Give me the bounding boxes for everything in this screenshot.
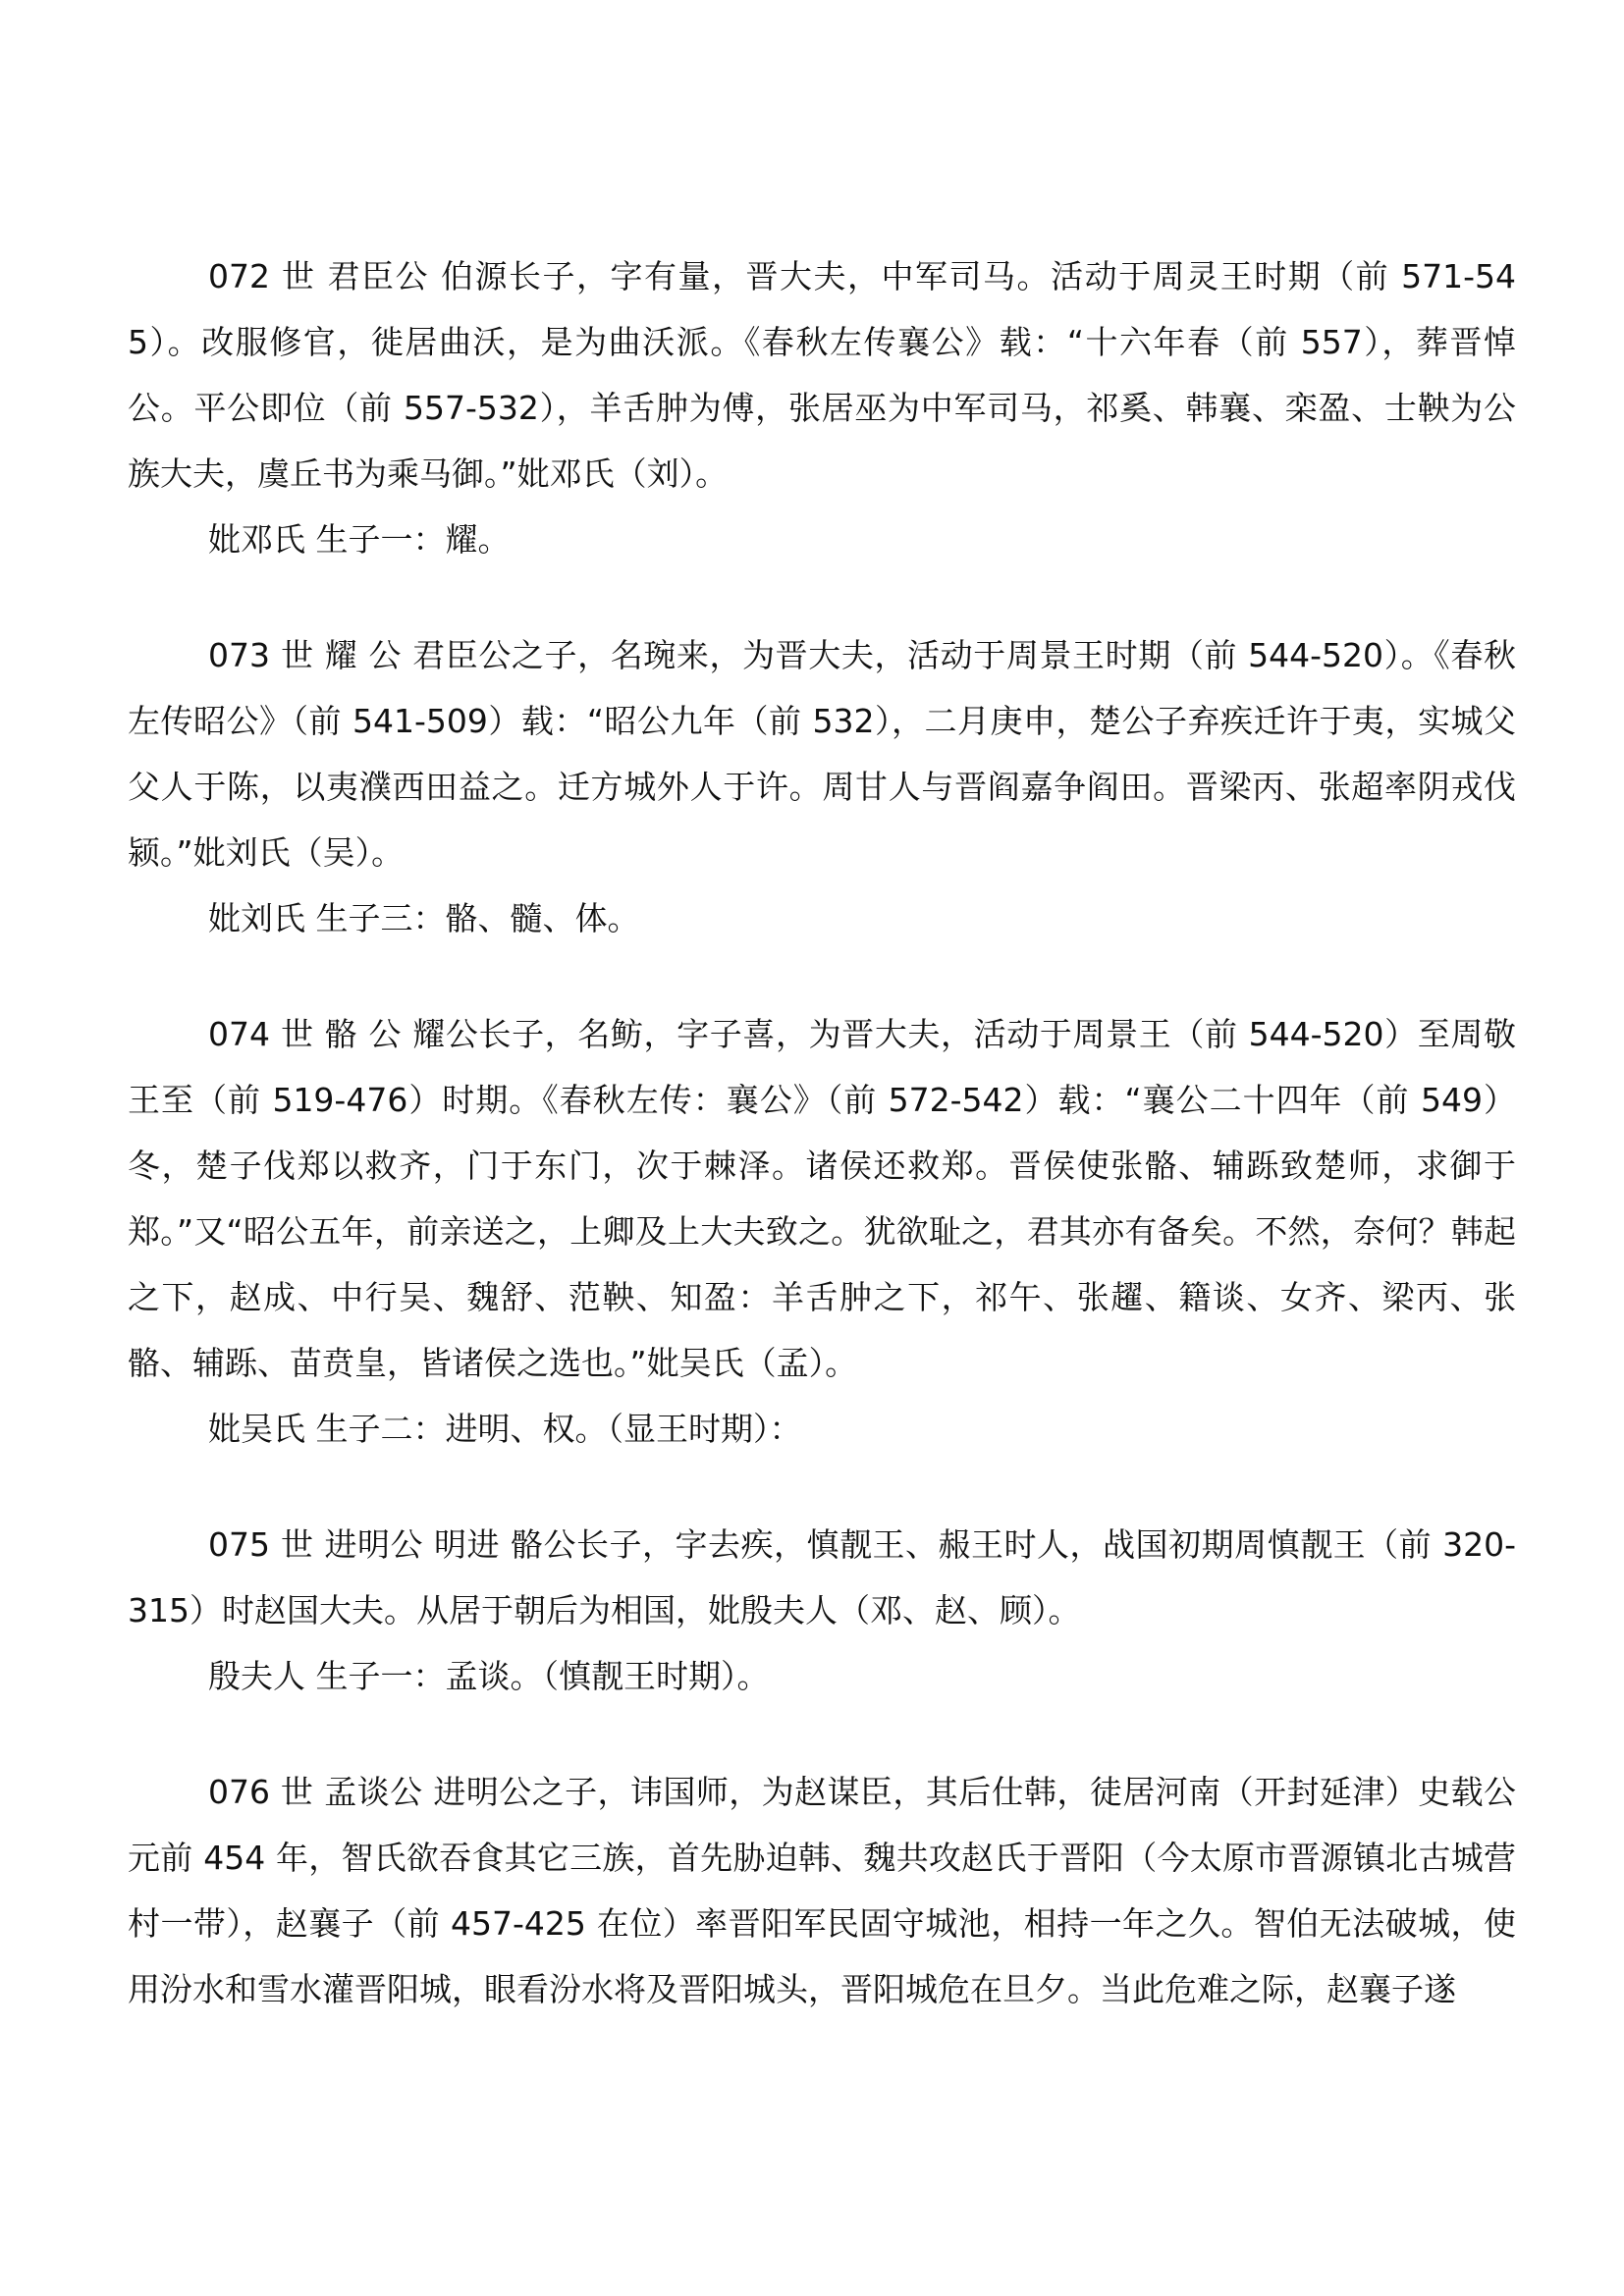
entry-paragraph: 073 世 耀 公 君臣公之子，名琬来，为晋大夫，活动于周景王时期（前 544-520）。《春秋左传昭公》（前 541-509）载：“昭公九年（前 532），二月庚申，楚公子弃疾迁许于夷，实城父父人于陈，以夷濮西田益之。迁方城外人于许。周甘人与晋阎嘉争阎田。晋梁丙、张超率阴戎伐颍。”妣刘氏（吴）。 (128, 636, 1516, 872)
genealogy-entry-073 (128, 622, 1516, 951)
genealogy-entry-076 (128, 1759, 1516, 2022)
entry-offspring-line: 妣刘氏 生子三：骼、髓、体。 (208, 899, 640, 937)
genealogy-entry-072 (128, 243, 1516, 572)
entry-paragraph: 075 世 进明公 明进 骼公长子，字去疾，慎靓王、赧王时人，战国初期周慎靓王（前 320-315）时赵国大夫。从居于朝后为相国，妣殷夫人（邓、赵、顾）。 (128, 1525, 1516, 1629)
section-spacer (128, 1462, 1516, 1512)
section-spacer (128, 951, 1516, 1001)
entry-offspring-line: 妣邓氏 生子一：耀。 (208, 520, 511, 559)
entry-offspring-line: 殷夫人 生子一：孟谈。（慎靓王时期）。 (208, 1657, 770, 1695)
genealogy-entry-074 (128, 1001, 1516, 1462)
entry-paragraph: 072 世 君臣公 伯源长子，字有量，晋大夫，中军司马。活动于周灵王时期（前 571-545）。改服修官，徙居曲沃，是为曲沃派。《春秋左传襄公》载：“十六年春（前 557），葬晋悼公。平公即位（前 557-532），羊舌肿为傅，张居巫为中军司马，祁奚、韩襄、栾盈、士鞅为公族大夫，虞丘书为乘马御。”妣邓氏（刘）。 (128, 257, 1516, 493)
section-spacer (128, 1709, 1516, 1759)
genealogy-entry-075 (128, 1512, 1516, 1709)
entry-paragraph: 074 世 骼 公 耀公长子，名鲂，字子喜，为晋大夫，活动于周景王（前 544-520）至周敬王至（前 519-476）时期。《春秋左传：襄公》（前 572-542）载：“襄公二十四年（前 549）冬，楚子伐郑以救齐，门于东门，次于棘泽。诸侯还救郑。晋侯使张骼、辅跞致楚师，求御于郑。”又“昭公五年，前亲送之，上卿及上大夫致之。犹欲耻之，君其亦有备矣。不然，奈何？韩起之下，赵成、中行吴、魏舒、范鞅、知盈：羊舌肿之下，祁午、张趯、籍谈、女齐、梁丙、张骼、辅跞、苗贲皇，皆诸侯之选也。”妣吴氏（孟）。 (128, 1015, 1516, 1382)
document-body (128, 243, 1516, 2022)
entry-offspring-line: 妣吴氏 生子二：进明、权。（显王时期）： (208, 1410, 802, 1448)
entry-paragraph: 076 世 孟谈公 进明公之子，讳国师，为赵谋臣，其后仕韩，徒居河南（开封延津）史载公元前 454 年，智氏欲吞食其它三族，首先胁迫韩、魏共攻赵氏于晋阳（今太原市晋源镇北古城营村一带），赵襄子（前 457-425 在位）率晋阳军民固守城池，相持一年之久。智伯无法破城，使用汾水和雪水灌晋阳城，眼看汾水将及晋阳城头，晋阳城危在旦夕。当此危难之际，赵襄子遂 (128, 1773, 1516, 2008)
section-spacer (128, 572, 1516, 622)
